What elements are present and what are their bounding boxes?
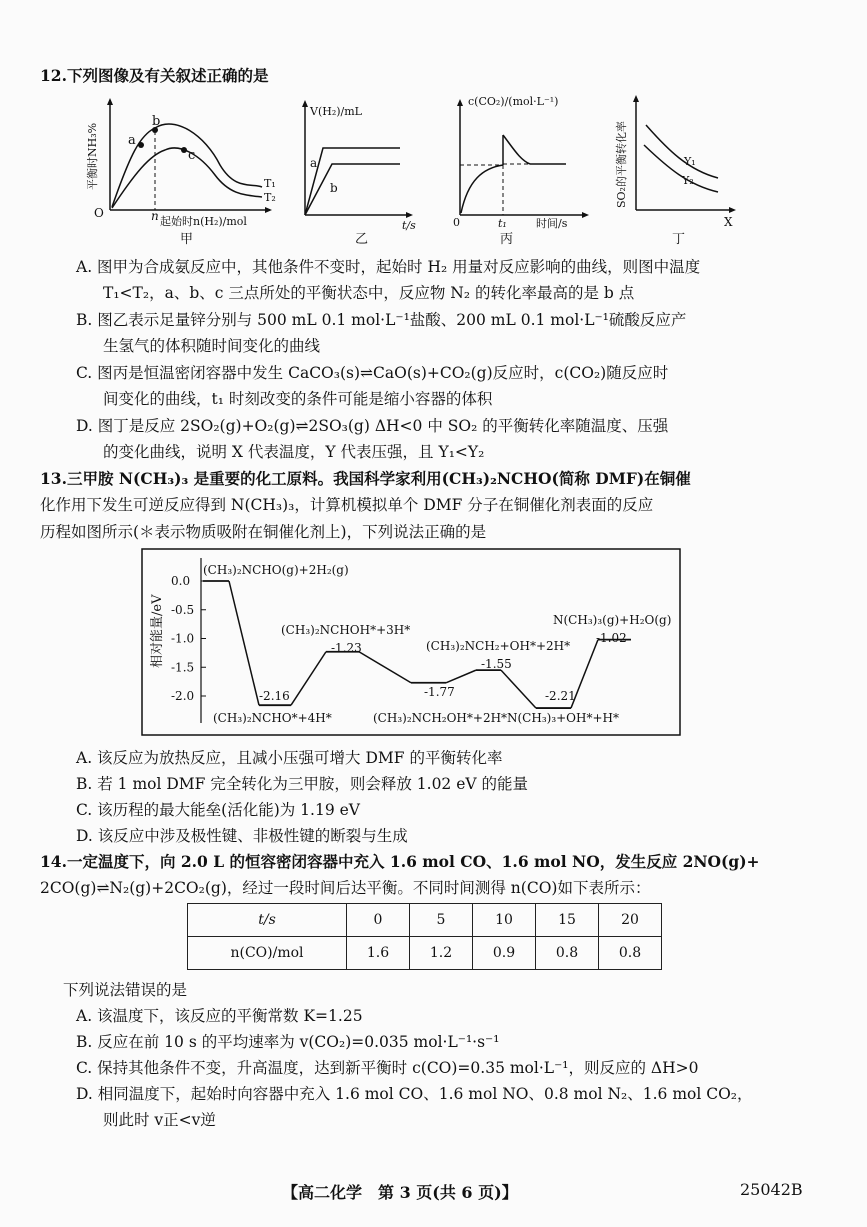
q13-option-b: B. 若 1 mol DMF 完全转化为三甲胺，则会释放 1.02 eV 的能量 (76, 775, 529, 793)
q13-stem-line1: 13.三甲胺 N(CH₃)₃ 是重要的化工原料。我国科学家利用(CH₃)₂NCHO(简称 DMF)在铜催 (40, 469, 691, 488)
yi-ylabel: V(H₂)/mL (310, 105, 362, 118)
point-c: c (188, 148, 196, 163)
table-cell: 0.9 (473, 937, 536, 970)
q12-option-c-line1: C. 图丙是恒温密闭容器中发生 CaCO₃(s)⇌CaO(s)+CO₂(g)反应时，c(CO₂)随反应时 (76, 364, 669, 382)
table-cell: t/s (188, 904, 347, 937)
energy-connector (501, 670, 536, 708)
state-label: (CH₃)₂NCHO(g)+2H₂(g) (203, 563, 349, 577)
q12-option-a-line2: T₁<T₂，a、b、c 三点所处的平衡状态中，反应物 N₂ 的转化率最高的是 b 点 (103, 284, 635, 302)
energy-connector (229, 581, 259, 705)
graph-bing (448, 90, 593, 245)
n-mark: n (151, 209, 159, 223)
table-cell: 20 (599, 904, 662, 937)
state-label: (CH₃)₂NCHOH*+3H* (281, 623, 411, 637)
ding-xlabel: X (724, 215, 733, 229)
q13-stem-line3: 历程如图所示(＊表示物质吸附在铜催化剂上)，下列说法正确的是 (40, 523, 487, 541)
q14-prompt: 下列说法错误的是 (63, 981, 188, 999)
energy-value-label: -1.23 (331, 641, 362, 655)
ding-caption: 丁 (672, 232, 686, 245)
state-label: (CH₃)₂NCH₂+OH*+2H* (426, 639, 571, 653)
q12-stem: 12.下列图像及有关叙述正确的是 (40, 66, 269, 85)
point-a: a (128, 133, 136, 148)
state-label: (CH₃)₂NCH₂OH*+2H* (373, 711, 508, 725)
graph-ding (608, 90, 748, 245)
table-cell: 15 (536, 904, 599, 937)
yi-caption: 乙 (355, 232, 369, 245)
table-cell: 10 (473, 904, 536, 937)
table-cell: n(CO)/mol (188, 937, 347, 970)
page-footer-title: 【高二化学 第 3 页(共 6 页)】 (282, 1183, 518, 1202)
state-label: N(CH₃)₃+OH*+H* (507, 711, 620, 725)
table-cell: 0 (347, 904, 410, 937)
q14-stem-line1: 14.一定温度下，向 2.0 L 的恒容密闭容器中充入 1.6 mol CO、1.6 mol NO，发生反应 2NO(g)+ (40, 852, 760, 871)
table-cell: 1.6 (347, 937, 410, 970)
jia-xlabel: 起始时n(H₂)/mol (160, 215, 247, 228)
table-cell: 0.8 (599, 937, 662, 970)
q14-option-a: A. 该温度下，该反应的平衡常数 K=1.25 (76, 1007, 363, 1025)
q14-option-b: B. 反应在前 10 s 的平均速率为 v(CO₂)=0.035 mol·L⁻¹·s⁻¹ (76, 1033, 500, 1051)
q13-option-c: C. 该历程的最大能垒(活化能)为 1.19 eV (76, 801, 360, 819)
q13-option-d: D. 该反应中涉及极性键、非极性键的断裂与生成 (76, 827, 408, 845)
q14-option-c: C. 保持其他条件不变，升高温度，达到新平衡时 c(CO)=0.35 mol·L⁻¹，则反应的 ΔH>0 (76, 1059, 699, 1077)
energy-value-label: -1.55 (481, 657, 512, 671)
t1-mark: t₁ (498, 217, 507, 230)
y-tick-label: -0.5 (171, 602, 195, 617)
y-tick-label: -1.5 (171, 660, 195, 675)
point-b: b (152, 114, 161, 129)
energy-connector (291, 652, 326, 705)
graph-jia (80, 95, 280, 245)
state-label: (CH₃)₂NCHO*+4H* (213, 711, 332, 725)
table-row (188, 904, 662, 937)
bing-origin: 0 (453, 216, 460, 229)
y-tick-label: -1.0 (171, 631, 195, 646)
bing-xlabel: 时间/s (536, 217, 568, 230)
q12-option-d-line1: D. 图丁是反应 2SO₂(g)+O₂(g)⇌2SO₃(g) ΔH<0 中 SO₂ 的平衡转化率随温度、压强 (76, 417, 669, 435)
energy-value-label: -2.16 (259, 689, 290, 703)
ding-ylabel: SO₂的平衡转化率 (615, 121, 628, 208)
table-row (188, 937, 662, 970)
q13-option-a: A. 该反应为放热反应，且减小压强可增大 DMF 的平衡转化率 (76, 749, 503, 767)
line-a: a (310, 156, 318, 170)
energy-connector (446, 670, 476, 683)
y-tick-label: 0.0 (171, 574, 191, 588)
q12-option-c-line2: 间变化的曲线，t₁ 时刻改变的条件可能是缩小容器的体积 (103, 390, 493, 408)
yi-xlabel: t/s (402, 219, 416, 232)
q13-stem-line2: 化作用下发生可逆反应得到 N(CH₃)₃，计算机模拟单个 DMF 分子在铜催化剂表面的反应 (40, 496, 654, 514)
energy-value-label: -1.02 (596, 631, 627, 645)
q12-option-b-line1: B. 图乙表示足量锌分别与 500 mL 0.1 mol·L⁻¹盐酸、200 mL 0.1 mol·L⁻¹硫酸反应产 (76, 311, 687, 329)
table-cell: 1.2 (410, 937, 473, 970)
y-tick-label: -2.0 (171, 689, 195, 703)
curve-t2: T₂ (264, 191, 276, 204)
page-code: 25042B (740, 1180, 803, 1199)
q14-stem-line2: 2CO(g)⇌N₂(g)+2CO₂(g)，经过一段时间后达平衡。不同时间测得 n(CO)如下表所示： (40, 879, 651, 897)
curve-y2: Y₂ (682, 174, 694, 187)
state-label: N(CH₃)₃(g)+H₂O(g) (553, 613, 672, 627)
jia-ylabel: 平衡时NH₃% (86, 122, 99, 190)
q14-option-d-line2: 则此时 v正<v逆 (103, 1111, 216, 1129)
jia-caption: 甲 (180, 232, 194, 245)
q14-table (187, 903, 662, 970)
bing-ylabel: c(CO₂)/(mol·L⁻¹) (468, 95, 559, 108)
table-cell: 5 (410, 904, 473, 937)
line-b: b (330, 181, 338, 195)
energy-connector (359, 652, 411, 683)
q12-option-d-line2: 的变化曲线，说明 X 代表温度，Y 代表压强，且 Y₁<Y₂ (103, 443, 485, 461)
energy-ylabel: 相对能量/eV (150, 594, 165, 668)
graph-yi (290, 95, 440, 245)
table-cell: 0.8 (536, 937, 599, 970)
q12-option-a-line1: A. 图甲为合成氨反应中，其他条件不变时，起始时 H₂ 用量对反应影响的曲线，则图中温度 (76, 258, 701, 276)
energy-value-label: -2.21 (545, 689, 576, 703)
q12-option-b-line2: 生氢气的体积随时间变化的曲线 (103, 337, 321, 355)
bing-caption: 丙 (500, 232, 514, 245)
q14-option-d-line1: D. 相同温度下，起始时向容器中充入 1.6 mol CO、1.6 mol NO、0.8 mol N₂、1.6 mol CO₂， (76, 1085, 753, 1103)
curve-y1: Y₁ (684, 155, 696, 168)
energy-profile-chart (141, 548, 681, 738)
curve-t1: T₁ (264, 177, 276, 190)
origin-label: O (94, 206, 104, 220)
energy-value-label: -1.77 (424, 685, 455, 699)
